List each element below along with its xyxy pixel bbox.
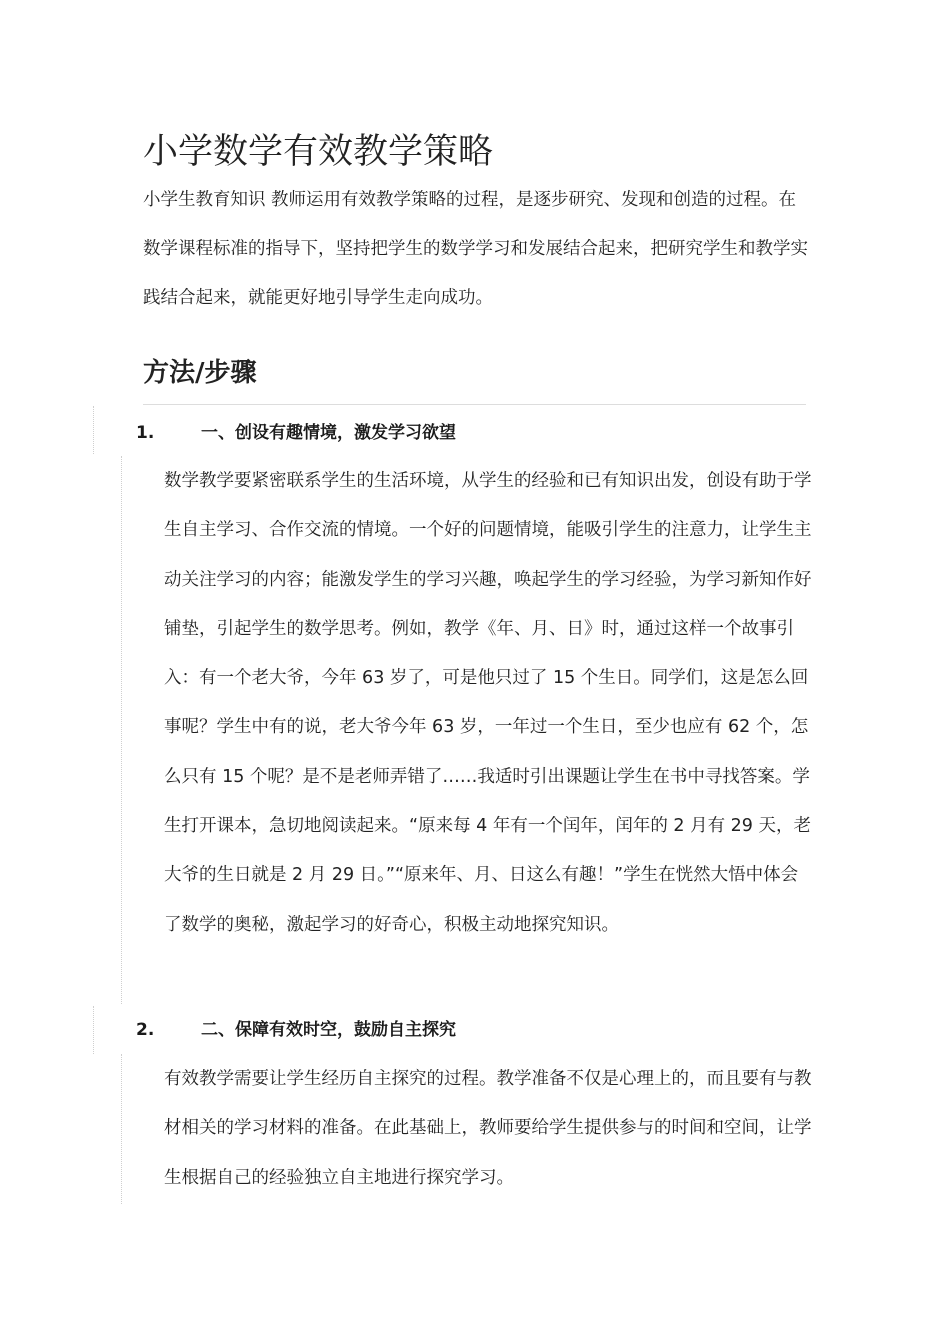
section-heading: 方法/步骤	[143, 358, 257, 388]
step-1-head-marker	[93, 406, 94, 454]
step-1-body: 数学教学要紧密联系学生的生活环境，从学生的经验和已有知识出发，创设有助于学生自主学习、合作交流的情境。一个好的问题情境，能吸引学生的注意力，让学生主动关注学习的内容；能激发学生的学习兴趣，唤起学生的学习经验，为学习新知作好铺垫，引起学生的数学思考。例如，教学《年、月、日》时，通过这样一个故事引入：有一个老大爷，今年 63 岁了，可是他只过了 15 个生日。同学们，这是怎么回事呢？学生中有的说，老大爷今年 63 岁，一年过一个生日，至少也应有 62 个，怎么只有 15 个呢？是不是老师弄错了……我适时引出课题让学生在书中寻找答案。学生打开课本，急切地阅读起来。“原来每 4 年有一个闰年，闰年的 2 月有 29 天，老大爷的生日就是 2 月 29 日。”“原来年、月、日这么有趣！”学生在恍然大悟中体会了数学的奥秘，激起学习的好奇心，积极主动地探究知识。	[164, 471, 812, 935]
section-divider	[143, 404, 806, 405]
step-1-body-marker	[121, 456, 122, 1004]
step-2-body-marker	[121, 1054, 122, 1204]
step-1-number: 1.	[136, 423, 155, 443]
step-1-title: 一、创设有趣情境，激发学习欲望	[201, 423, 456, 443]
step-2-title: 二、保障有效时空，鼓励自主探究	[201, 1020, 456, 1040]
document-title: 小学数学有效教学策略	[143, 132, 494, 172]
intro-paragraph: 小学生教育知识 教师运用有效教学策略的过程，是逐步研究、发现和创造的过程。在数学课程标准的指导下，坚持把学生的数学学习和发展结合起来，把研究学生和教学实践结合起来，就能更好地引导学生走向成功。	[143, 190, 808, 308]
step-2-body: 有效教学需要让学生经历自主探究的过程。教学准备不仅是心理上的，而且要有与教材相关的学习材料的准备。在此基础上，教师要给学生提供参与的时间和空间，让学生根据自己的经验独立自主地进行探究学习。	[164, 1069, 812, 1188]
step-2-number: 2.	[136, 1020, 155, 1040]
step-2-head-marker	[93, 1006, 94, 1054]
